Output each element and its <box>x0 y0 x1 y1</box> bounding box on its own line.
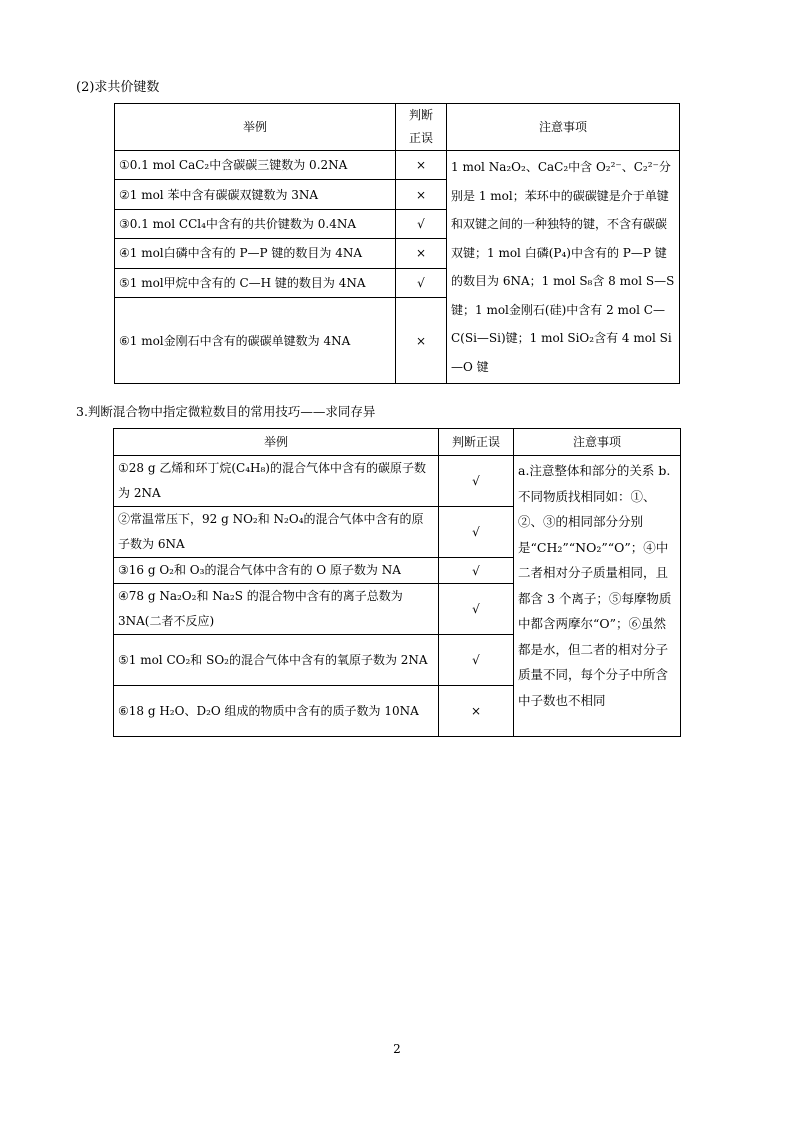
example-cell: ②1 mol 苯中含有碳碳双键数为 3NA <box>115 180 396 209</box>
header-example: 举例 <box>114 429 439 456</box>
judge-cell: √ <box>396 268 447 297</box>
example-cell: ②常温常压下，92 g NO₂和 N₂O₄的混合气体中含有的原子数为 6NA <box>114 507 439 558</box>
judge-cell: √ <box>396 209 447 238</box>
header-judge: 判断正误 <box>439 429 514 456</box>
table-row <box>114 456 681 507</box>
header-judge-line1: 判断 <box>408 108 433 122</box>
judge-cell: √ <box>439 584 514 635</box>
judge-cell: × <box>396 298 447 384</box>
judge-cell: × <box>439 686 514 737</box>
table-header-row <box>114 429 681 456</box>
note-cell: 1 mol Na₂O₂、CaC₂中含 O₂²⁻、C₂²⁻分别是 1 mol；苯环中的碳碳键是介于单键和双键之间的一种独特的键，不含有碳碳双键；1 mol 白磷(P₄)中含有的 P—P 键的数目为 6NA；1 mol S₈含 8 mol S—S键；1 mol金刚石(硅)中含有 2 mol C—C(Si—Si)键；1 mol SiO₂含有 4 mol Si—O 键 <box>447 151 680 384</box>
example-cell: ④1 mol白磷中含有的 P—P 键的数目为 4NA <box>115 239 396 268</box>
judge-cell: × <box>396 239 447 268</box>
example-cell: ③16 g O₂和 O₃的混合气体中含有的 O 原子数为 NA <box>114 558 439 584</box>
header-note: 注意事项 <box>447 104 680 151</box>
example-cell: ③0.1 mol CCl₄中含有的共价键数为 0.4NA <box>115 209 396 238</box>
note-cell: a.注意整体和部分的关系 b.不同物质找相同如：①、②、③的相同部分分别是“CH₂”“NO₂”“O”；④中二者相对分子质量相同，且都含 3 个离子；⑤每摩物质中都含两摩尔“O”；⑥虽然都是水，但二者的相对分子质量不同，每个分子中所含中子数也不相同 <box>514 456 681 737</box>
page-number: 2 <box>393 1042 401 1056</box>
judge-cell: √ <box>439 456 514 507</box>
example-cell: ④78 g Na₂O₂和 Na₂S 的混合物中含有的离子总数为 3NA(二者不反应) <box>114 584 439 635</box>
judge-cell: √ <box>439 507 514 558</box>
example-cell: ⑥18 g H₂O、D₂O 组成的物质中含有的质子数为 10NA <box>114 686 439 737</box>
header-judge <box>396 104 447 151</box>
header-example: 举例 <box>115 104 396 151</box>
mixture-particle-table <box>113 428 681 737</box>
section-heading-mixture-technique: 3.判断混合物中指定微粒数目的常用技巧——求同存异 <box>76 404 376 419</box>
example-cell: ⑥1 mol金刚石中含有的碳碳单键数为 4NA <box>115 298 396 384</box>
judge-cell: √ <box>439 558 514 584</box>
example-cell: ①0.1 mol CaC₂中含碳碳三键数为 0.2NA <box>115 151 396 180</box>
table-row <box>115 151 680 180</box>
table-header-row <box>115 104 680 151</box>
section-heading-covalent-bonds: (2)求共价键数 <box>76 80 160 95</box>
judge-cell: × <box>396 151 447 180</box>
header-note: 注意事项 <box>514 429 681 456</box>
judge-cell: × <box>396 180 447 209</box>
covalent-bond-table <box>114 103 680 384</box>
header-judge-line2: 正误 <box>408 131 433 145</box>
example-cell: ①28 g 乙烯和环丁烷(C₄H₈)的混合气体中含有的碳原子数为 2NA <box>114 456 439 507</box>
example-cell: ⑤1 mol CO₂和 SO₂的混合气体中含有的氧原子数为 2NA <box>114 635 439 686</box>
judge-cell: √ <box>439 635 514 686</box>
example-cell: ⑤1 mol甲烷中含有的 C—H 键的数目为 4NA <box>115 268 396 297</box>
